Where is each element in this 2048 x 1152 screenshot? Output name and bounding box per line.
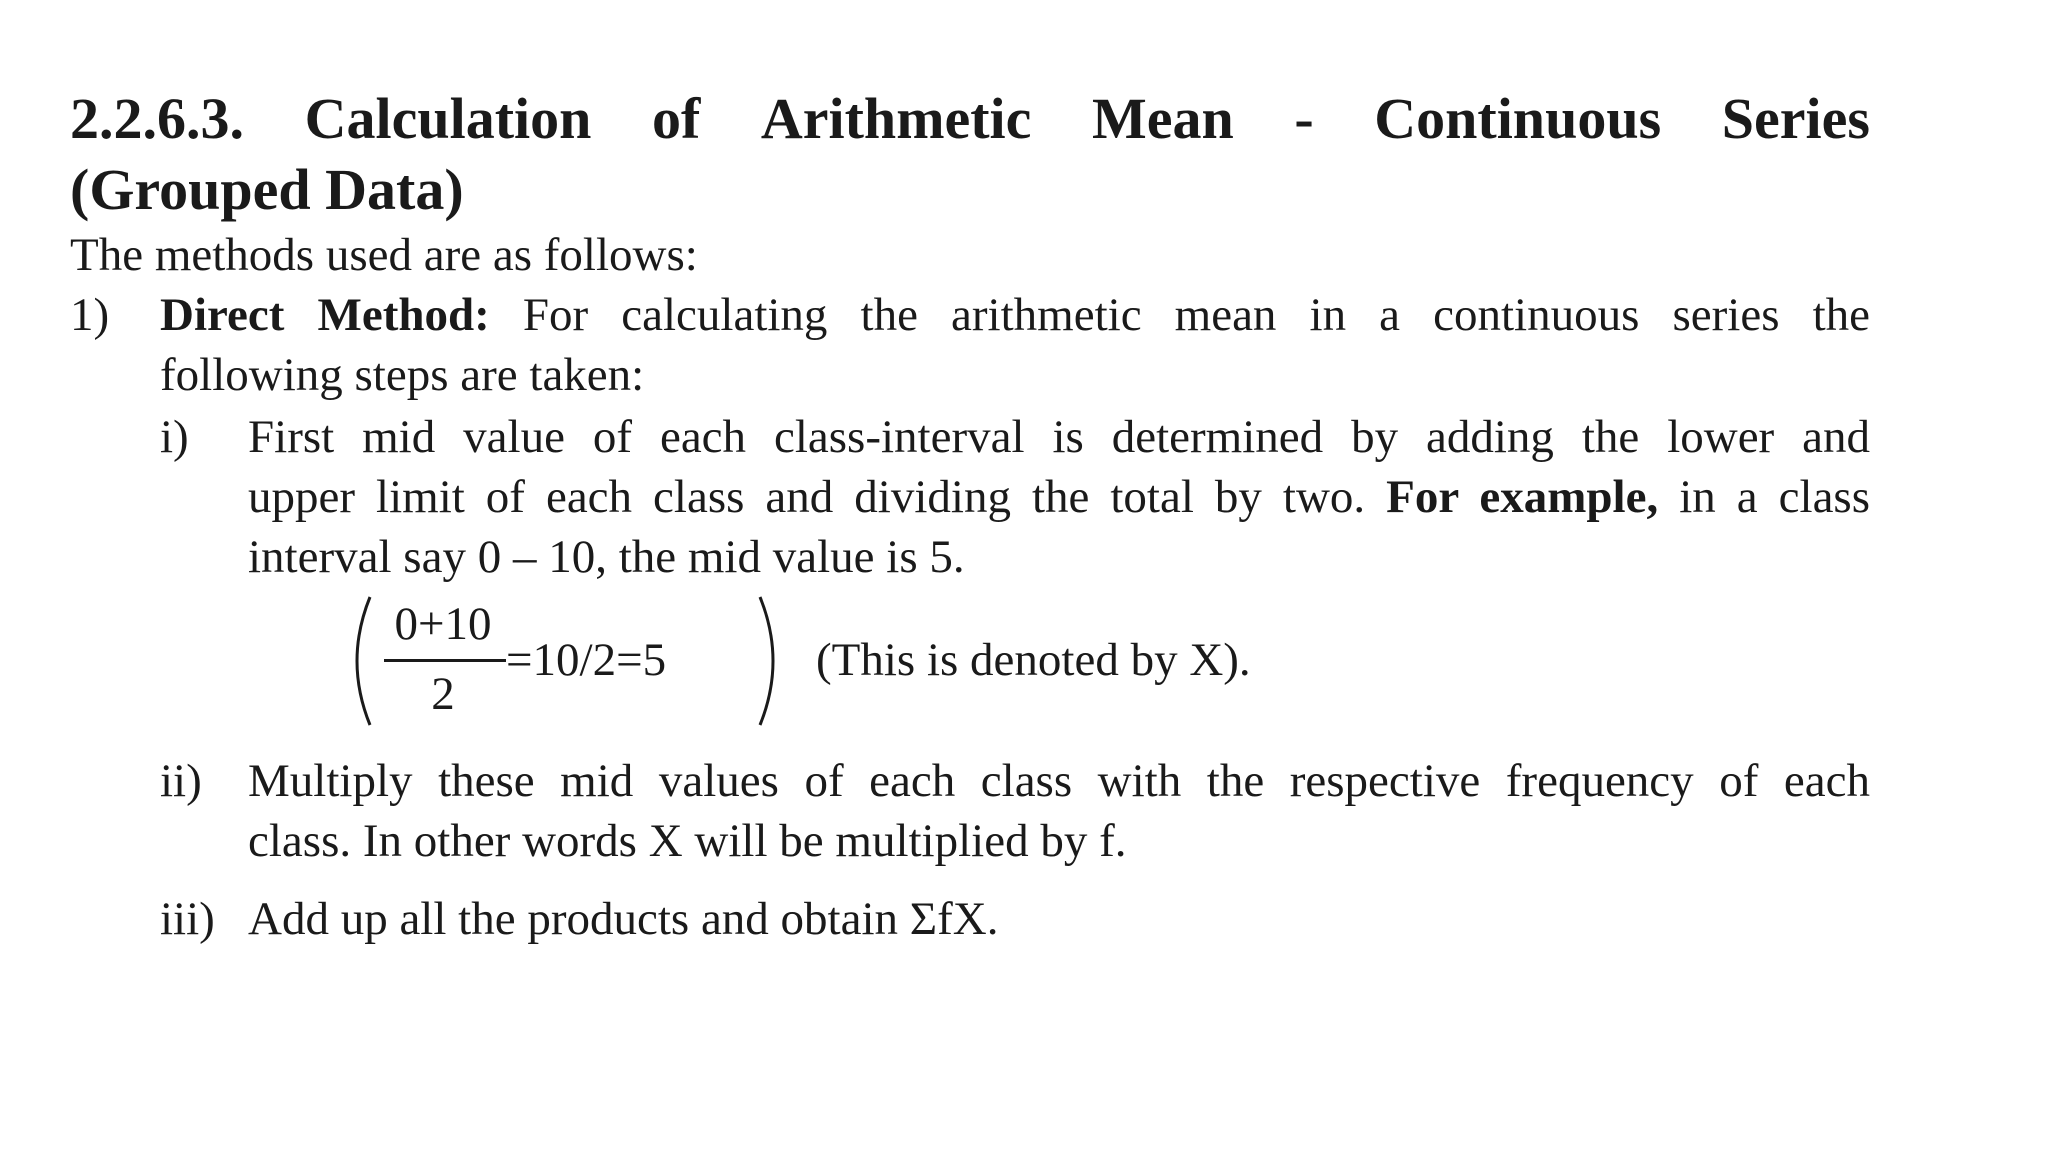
formula-note: (This is denoted by X). [816, 634, 1251, 686]
section-number: 2.2.6.3. [70, 86, 244, 151]
method-text: For calculating the arithmetic mean in a continuous series the [489, 289, 1870, 341]
step-line [70, 467, 1870, 527]
method-marker: 1) [70, 289, 110, 341]
title-word: Arithmetic [760, 86, 1032, 151]
step-line: class. In other words X will be multiplied by f. [248, 815, 1127, 867]
step-marker: iii) [160, 893, 215, 945]
method-name: Direct Method: [160, 289, 490, 341]
title-word: Mean [1092, 86, 1234, 151]
method-line-2: following steps are taken: [160, 349, 645, 401]
step-line: First mid value of each class-interval is determined by adding the lower and [248, 411, 1870, 463]
title-word: Series [1721, 86, 1870, 151]
document-page [70, 82, 1870, 949]
fraction-numerator: 0+10 [394, 598, 492, 650]
step-item [70, 751, 1870, 871]
formula-result: =10/2=5 [506, 634, 667, 686]
mid-value-formula [340, 593, 790, 733]
left-paren-icon [340, 595, 380, 727]
formula-block [70, 593, 1870, 733]
step-text: in a class [1658, 471, 1871, 523]
step-line: Multiply these mid values of each class with the respective frequency of each [248, 755, 1870, 807]
step-item [70, 407, 1870, 587]
method-item [70, 285, 1870, 405]
step-emphasis: For example, [1386, 471, 1659, 523]
step-marker: ii) [160, 755, 202, 807]
section-heading [70, 82, 1870, 155]
fraction-denominator: 2 [431, 668, 455, 720]
step-item [70, 889, 1870, 949]
fraction-bar [384, 659, 506, 662]
step-marker: i) [160, 411, 189, 463]
step-text: upper limit of each class and dividing the total by two. [248, 471, 1387, 523]
right-paren-icon [750, 595, 790, 727]
method-line-1 [70, 285, 1870, 345]
section-heading-line2: (Grouped Data) [70, 157, 464, 222]
title-word: - [1294, 86, 1314, 151]
title-word: Continuous [1374, 86, 1662, 151]
step-line: Add up all the products and obtain ΣfX. [248, 893, 999, 945]
title-word: Calculation [304, 86, 592, 151]
title-word: of [651, 86, 701, 151]
step-line: interval say 0 – 10, the mid value is 5. [248, 531, 965, 583]
intro-text: The methods used are as follows: [70, 229, 698, 281]
